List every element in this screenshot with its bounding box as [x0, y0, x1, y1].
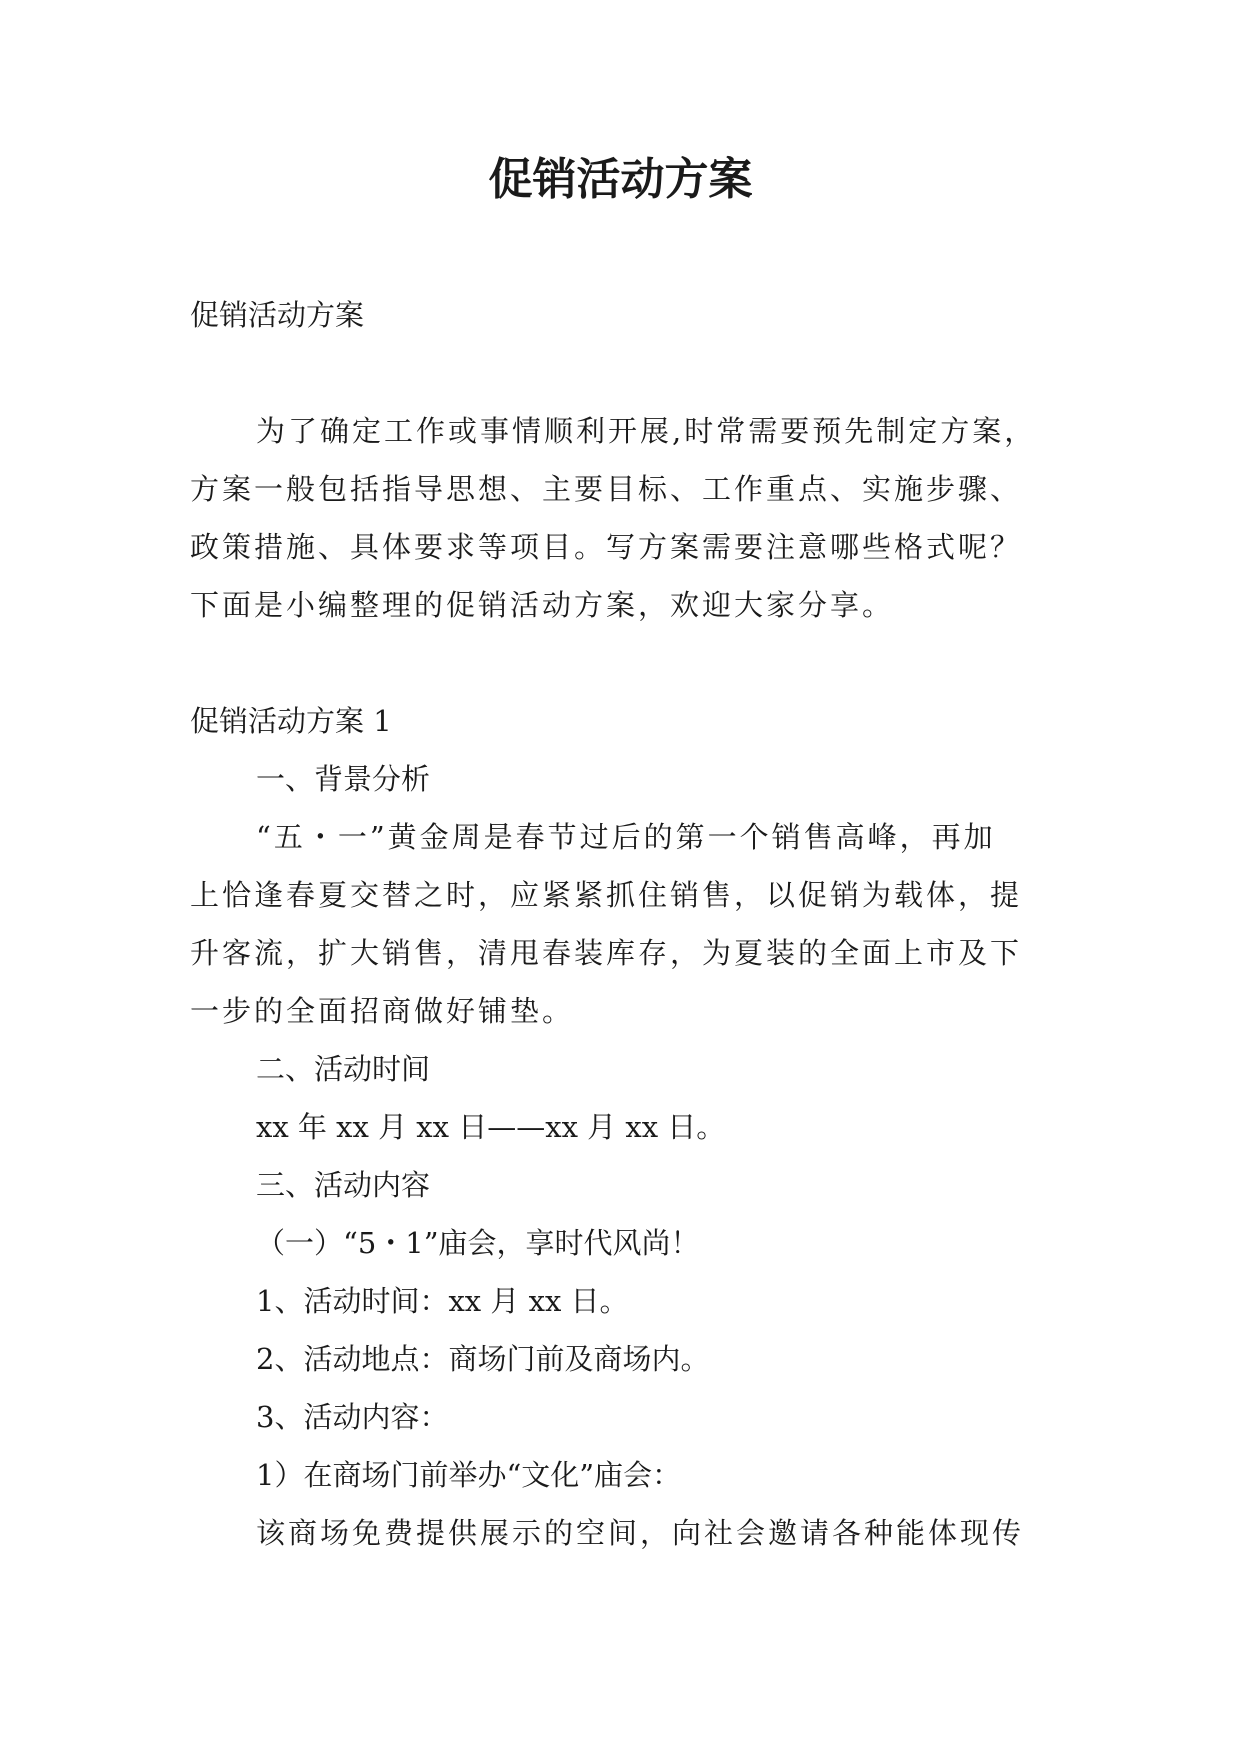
- subtitle-line: 促销活动方案: [190, 298, 365, 332]
- item-temple-fair: 1）在商场门前举办“文化”庙会：: [256, 1458, 682, 1492]
- time-value: xx 年 xx 月 xx 日——xx 月 xx 日。: [256, 1110, 726, 1144]
- section-title: 促销活动方案 1: [190, 704, 392, 738]
- intro-line-2: 方案一般包括指导思想、主要目标、工作重点、实施步骤、: [190, 472, 1023, 506]
- background-line-4: 一步的全面招商做好铺垫。: [190, 994, 575, 1028]
- heading-background: 一、背景分析: [256, 762, 431, 796]
- blank-line: [190, 344, 1070, 402]
- intro-line-1: 为了确定工作或事情顺利开展,时常需要预先制定方案，: [256, 414, 1037, 448]
- sub-heading-1: （一）“5・1”庙会，享时代风尚！: [256, 1226, 700, 1260]
- intro-line-4: 下面是小编整理的促销活动方案，欢迎大家分享。: [190, 588, 895, 622]
- item-description: 该商场免费提供展示的空间，向社会邀请各种能体现传: [256, 1516, 1025, 1550]
- item-time: 1、活动时间：xx 月 xx 日。: [256, 1284, 629, 1318]
- heading-time: 二、活动时间: [256, 1052, 431, 1086]
- background-line-2: 上恰逢春夏交替之时，应紧紧抓住销售，以促销为载体，提: [190, 878, 1023, 912]
- page-title: 促销活动方案: [488, 154, 753, 205]
- document-body: [190, 286, 1070, 1562]
- heading-content: 三、活动内容: [256, 1168, 431, 1202]
- background-line-1: “五・一”黄金周是春节过后的第一个销售高峰，再加: [256, 820, 996, 854]
- intro-line-3: 政策措施、具体要求等项目。写方案需要注意哪些格式呢？: [190, 530, 1023, 564]
- background-line-3: 升客流，扩大销售，清甩春装库存，为夏装的全面上市及下: [190, 936, 1023, 970]
- item-content: 3、活动内容：: [256, 1400, 449, 1434]
- item-location: 2、活动地点：商场门前及商场内。: [256, 1342, 710, 1376]
- blank-line: [190, 634, 1070, 692]
